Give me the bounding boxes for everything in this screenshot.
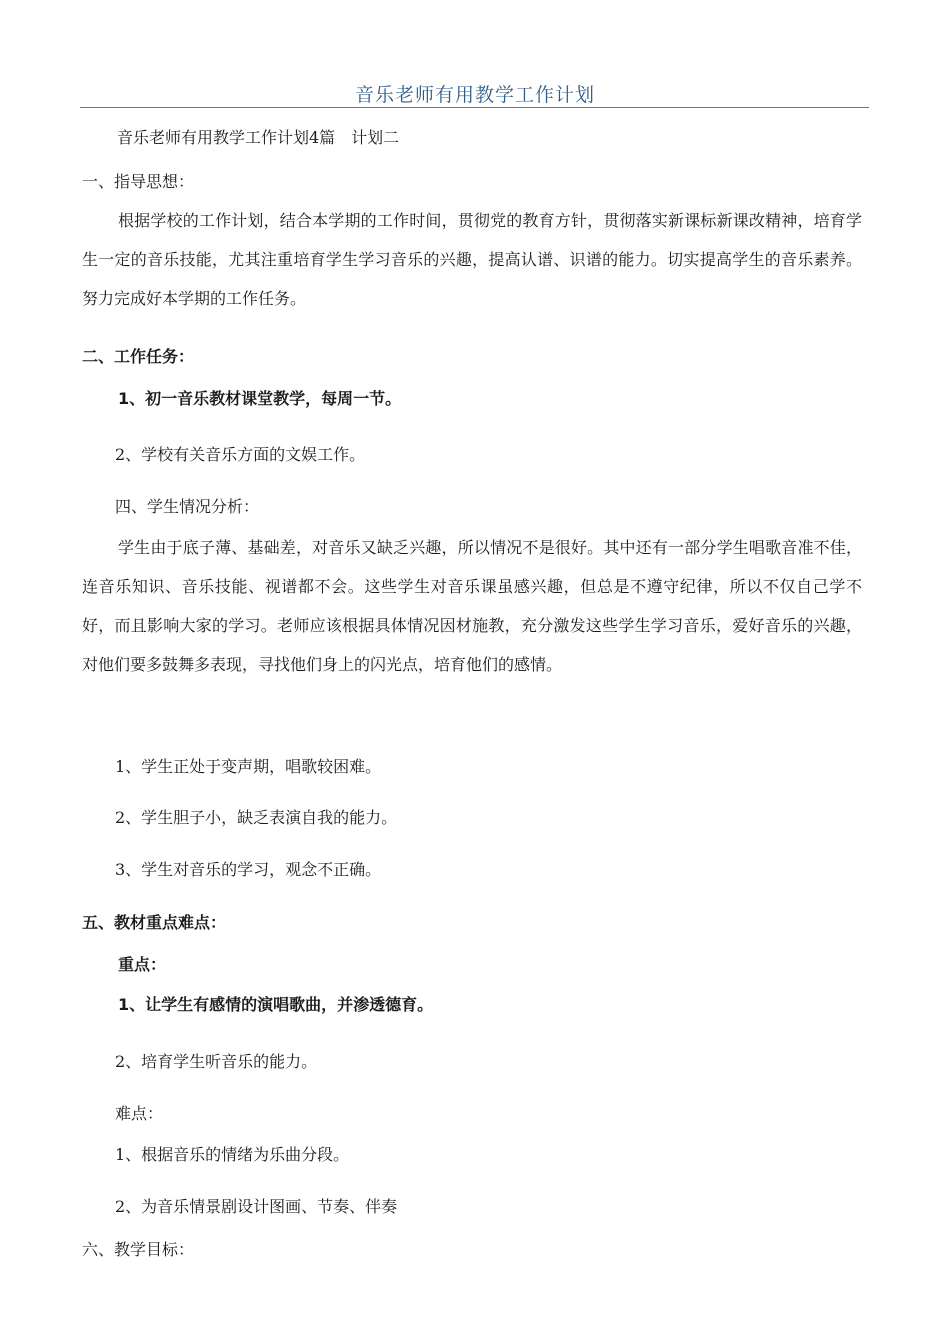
section-2-item-1: 1、初一音乐教材课堂教学，每周一节。 [118,389,402,408]
difficult-point-1: 1、根据音乐的情绪为乐曲分段。 [115,1145,350,1164]
difficult-point-2: 2、为音乐情景剧设计图画、节奏、伴奏 [115,1197,398,1216]
section-4-item-3: 3、学生对音乐的学习，观念不正确。 [115,860,382,879]
section-4-body: 学生由于底子薄、基础差，对音乐又缺乏兴趣，所以情况不是很好。其中还有一部分学生唱歌音准不佳，连音乐知识、音乐技能、视谱都不会。这些学生对音乐课虽感兴趣，但总是不遵守纪律，所以不仅自己学不好，而且影响大家的学习。老师应该根据具体情况因材施教，充分激发这些学生学习音乐，爱好音乐的兴趣，对他们要多鼓舞多表现，寻找他们身上的闪光点，培育他们的感情。 [82,538,862,674]
title-underline [80,107,869,108]
key-point-2: 2、培育学生听音乐的能力。 [115,1052,318,1071]
key-point-1: 1、让学生有感情的演唱歌曲，并渗透德育。 [118,995,434,1014]
section-5-heading: 五、教材重点难点： [82,913,227,932]
key-points-label: 重点： [118,955,167,974]
document-subtitle: 音乐老师有用教学工作计划4篇 计划二 [117,128,400,147]
section-4-heading: 四、学生情况分析： [115,497,260,516]
section-1-heading: 一、指导思想： [82,172,195,191]
difficult-points-label: 难点： [115,1104,164,1123]
section-1-body: 根据学校的工作计划，结合本学期的工作时间，贯彻党的教育方针，贯彻落实新课标新课改精神，培育学生一定的音乐技能，尤其注重培育学生学习音乐的兴趣，提高认谱、识谱的能力。切实提高学生的音乐素养。努力完成好本学期的工作任务。 [82,211,862,308]
section-6-heading: 六、教学目标： [82,1240,195,1259]
section-2-heading: 二、工作任务： [82,347,195,366]
document-title: 音乐老师有用教学工作计划 [354,84,595,106]
section-4-item-2: 2、学生胆子小，缺乏表演自我的能力。 [115,808,398,827]
section-4-item-1: 1、学生正处于变声期，唱歌较困难。 [115,757,382,776]
section-2-item-2: 2、学校有关音乐方面的文娱工作。 [115,445,366,464]
